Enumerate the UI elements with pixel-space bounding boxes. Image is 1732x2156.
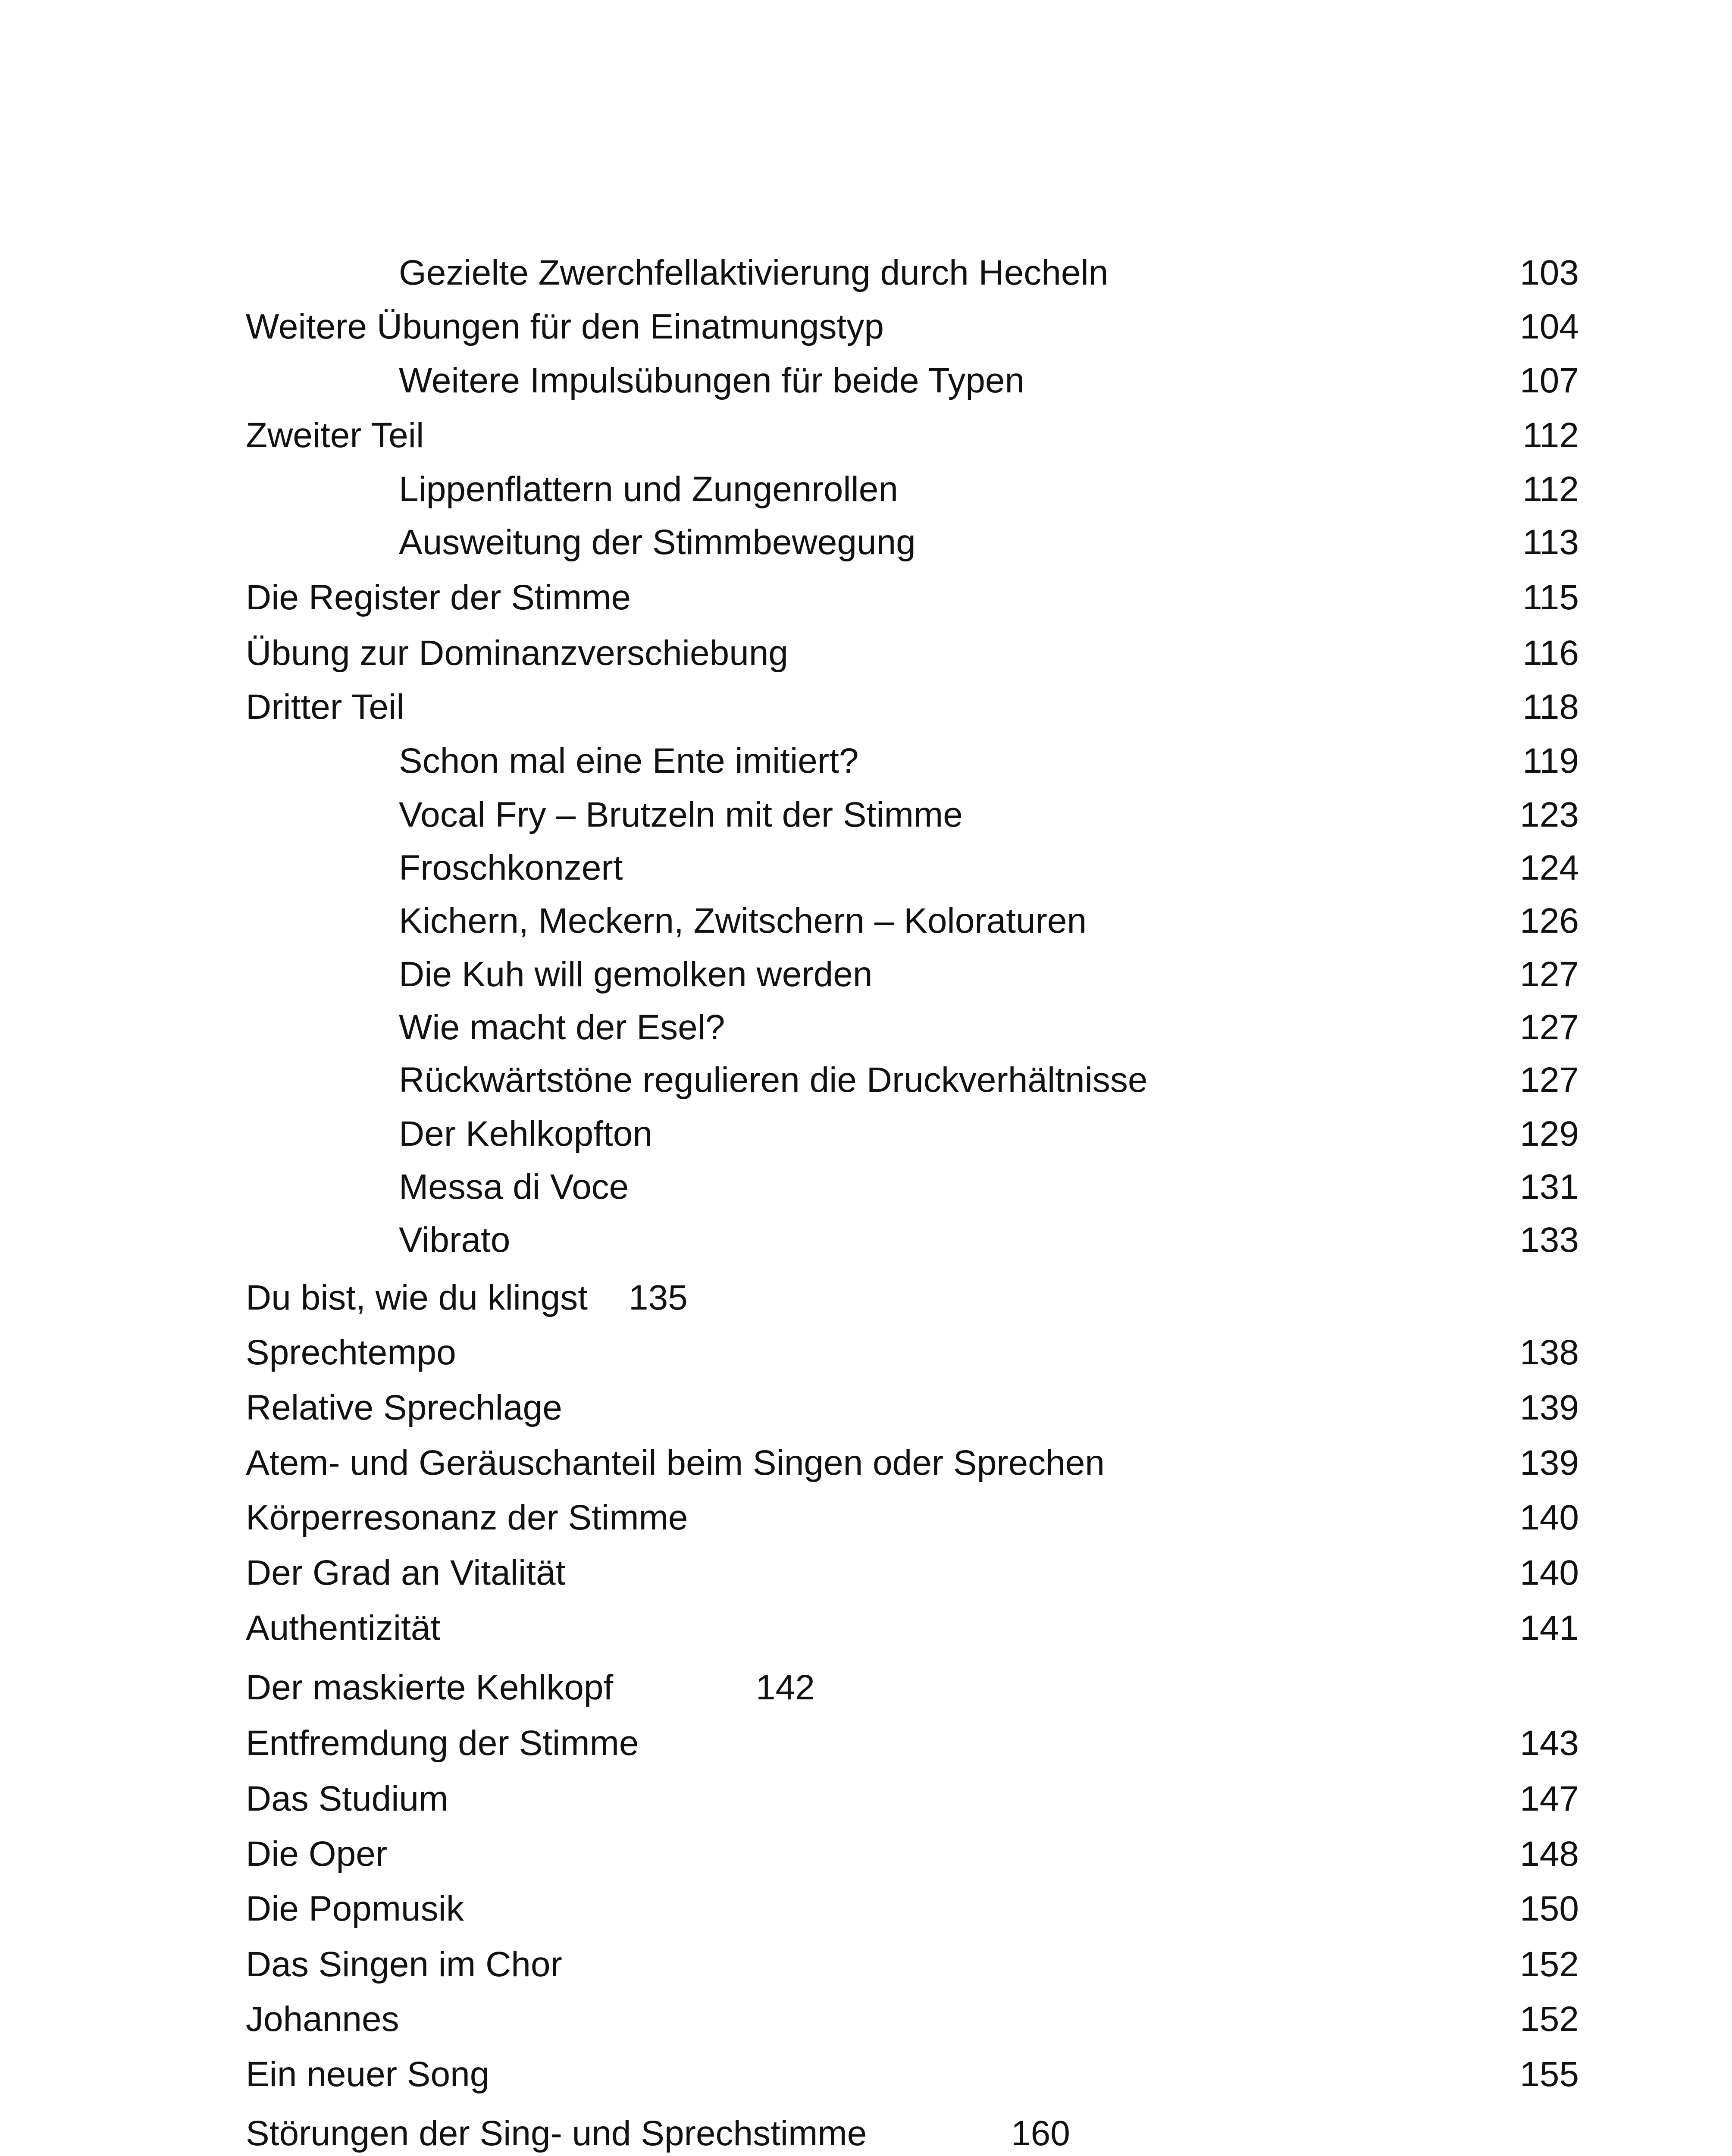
toc-entry-page: 131 [1520,1167,1579,1206]
toc-entry [0,1110,1732,1158]
toc-entry-page: 104 [1520,307,1579,346]
toc-entry-title: Die Register der Stimme [246,578,631,617]
toc-entry-title: Authentizität [246,1608,441,1648]
toc-entry-title: Schon mal eine Ente imitiert? [399,741,859,780]
toc-entry [0,1830,1732,1878]
toc-entry-page: 127 [1520,1060,1579,1100]
toc-entry [0,1664,1732,1711]
toc-entry-title: Wie macht der Esel? [399,1008,725,1047]
toc-entry [0,1604,1732,1652]
toc-entry-page: 148 [1520,1834,1579,1874]
toc-entry [0,574,1732,621]
toc-entry [0,1163,1732,1211]
toc-entry [0,249,1732,297]
toc-entry-page: 123 [1520,795,1579,834]
toc-entry-page: 115 [1522,578,1579,617]
toc-entry-page: 112 [1522,470,1579,509]
toc-entry [0,630,1732,677]
toc-entry-page: 155 [1520,2055,1579,2094]
toc-entry [0,357,1732,404]
toc-entry [0,1274,1732,1322]
toc-entry-page: 138 [1520,1333,1579,1372]
toc-entry-page: 140 [1520,1553,1579,1592]
toc-entry-title: Weitere Übungen für den Einatmungstyp [246,307,884,346]
toc-entry [0,303,1732,351]
toc-entry [0,1056,1732,1104]
toc-entry-title: Entfremdung der Stimme [246,1724,639,1763]
toc-entry [0,791,1732,839]
toc-entry [0,1384,1732,1432]
toc-entry-title: Messa di Voce [399,1167,629,1206]
toc-entry-page: 160 [1011,2114,1070,2153]
toc-entry-title: Die Kuh will gemolken werden [399,955,873,994]
toc-entry-page: 113 [1522,523,1579,562]
toc-entry-title: Die Popmusik [246,1889,464,1928]
toc-entry [0,951,1732,998]
toc-entry [0,466,1732,513]
toc-entry [0,1329,1732,1376]
toc-entry [0,1439,1732,1487]
toc-entry [0,1004,1732,1051]
toc-entry-title: Johannes [246,1999,399,2039]
toc-entry-page: 140 [1520,1498,1579,1537]
toc-entry-title: Gezielte Zwerchfellaktivierung durch Hecheln [399,253,1109,292]
toc-entry-title: Der Kehlkopfton [399,1114,653,1153]
toc-entry-title: Die Oper [246,1834,388,1874]
toc-entry-page: 152 [1520,1945,1579,1984]
toc-entry-title: Atem- und Geräuschanteil beim Singen oder Sprechen [246,1443,1105,1482]
toc-entry [0,1941,1732,1988]
toc-entry [0,1549,1732,1597]
toc-entry-page: 139 [1520,1443,1579,1482]
toc-entry [0,1216,1732,1264]
toc-entry [0,1996,1732,2043]
toc-entry-page: 126 [1520,901,1579,940]
toc-entry-title: Ausweitung der Stimmbewegung [399,523,916,562]
toc-entry-page: 127 [1520,955,1579,994]
toc-entry-title: Froschkonzert [399,848,623,887]
toc-entry-title: Körperresonanz der Stimme [246,1498,688,1537]
toc-entry-page: 119 [1522,741,1579,780]
toc-entry-title: Störungen der Sing- und Sprechstimme [246,2114,867,2153]
toc-entry-title: Dritter Teil [246,687,404,727]
toc-entry-page: 133 [1520,1220,1579,1260]
toc-entry [0,519,1732,566]
toc-entry [0,683,1732,731]
toc-entry-page: 129 [1520,1114,1579,1153]
toc-entry-page: 112 [1522,416,1579,455]
toc-entry-page: 135 [629,1278,688,1317]
toc-entry-page: 116 [1522,633,1579,673]
toc-entry [0,1494,1732,1542]
toc-entry-title: Weitere Impulsübungen für beide Typen [399,361,1025,400]
toc-entry-page: 143 [1520,1724,1579,1763]
toc-entry-title: Vibrato [399,1220,511,1260]
toc-entry-title: Das Studium [246,1779,448,1818]
toc-entry-title: Sprechtempo [246,1333,456,1372]
toc-entry-title: Übung zur Dominanzverschiebung [246,633,789,673]
toc-entry-page: 150 [1520,1889,1579,1928]
toc-entry-title: Rückwärtstöne regulieren die Druckverhältnisse [399,1060,1148,1100]
toc-entry [0,1775,1732,1823]
toc-entry-page: 152 [1520,1999,1579,2039]
toc-entry-title: Das Singen im Chor [246,1945,562,1984]
toc-entry-page: 124 [1520,848,1579,887]
toc-entry [0,1720,1732,1767]
toc-entry-title: Der maskierte Kehlkopf [246,1668,614,1707]
toc-entry-title: Zweiter Teil [246,416,424,455]
toc-entry-page: 141 [1520,1608,1579,1648]
toc-entry-title: Du bist, wie du klingst [246,1278,588,1317]
toc-entry [0,2051,1732,2098]
toc-entry [0,897,1732,945]
toc-entry-page: 127 [1520,1008,1579,1047]
toc-entry-page: 118 [1522,687,1579,727]
toc-entry [0,2110,1732,2156]
toc-entry-page: 147 [1520,1779,1579,1818]
toc-entry-page: 142 [756,1668,815,1707]
toc-entry-title: Lippenflattern und Zungenrollen [399,470,898,509]
toc-entry [0,737,1732,785]
toc-entry [0,412,1732,459]
toc-entry [0,1885,1732,1933]
toc-entry-title: Der Grad an Vitalität [246,1553,566,1592]
toc-entry-page: 103 [1520,253,1579,292]
toc-entry-title: Kichern, Meckern, Zwitschern – Koloraturen [399,901,1087,940]
toc-entry-title: Ein neuer Song [246,2055,490,2094]
toc-entry-title: Vocal Fry – Brutzeln mit der Stimme [399,795,963,834]
toc-entry-page: 139 [1520,1388,1579,1427]
toc-entry [0,844,1732,892]
toc-entry-title: Relative Sprechlage [246,1388,562,1427]
toc-entry-page: 107 [1520,361,1579,400]
